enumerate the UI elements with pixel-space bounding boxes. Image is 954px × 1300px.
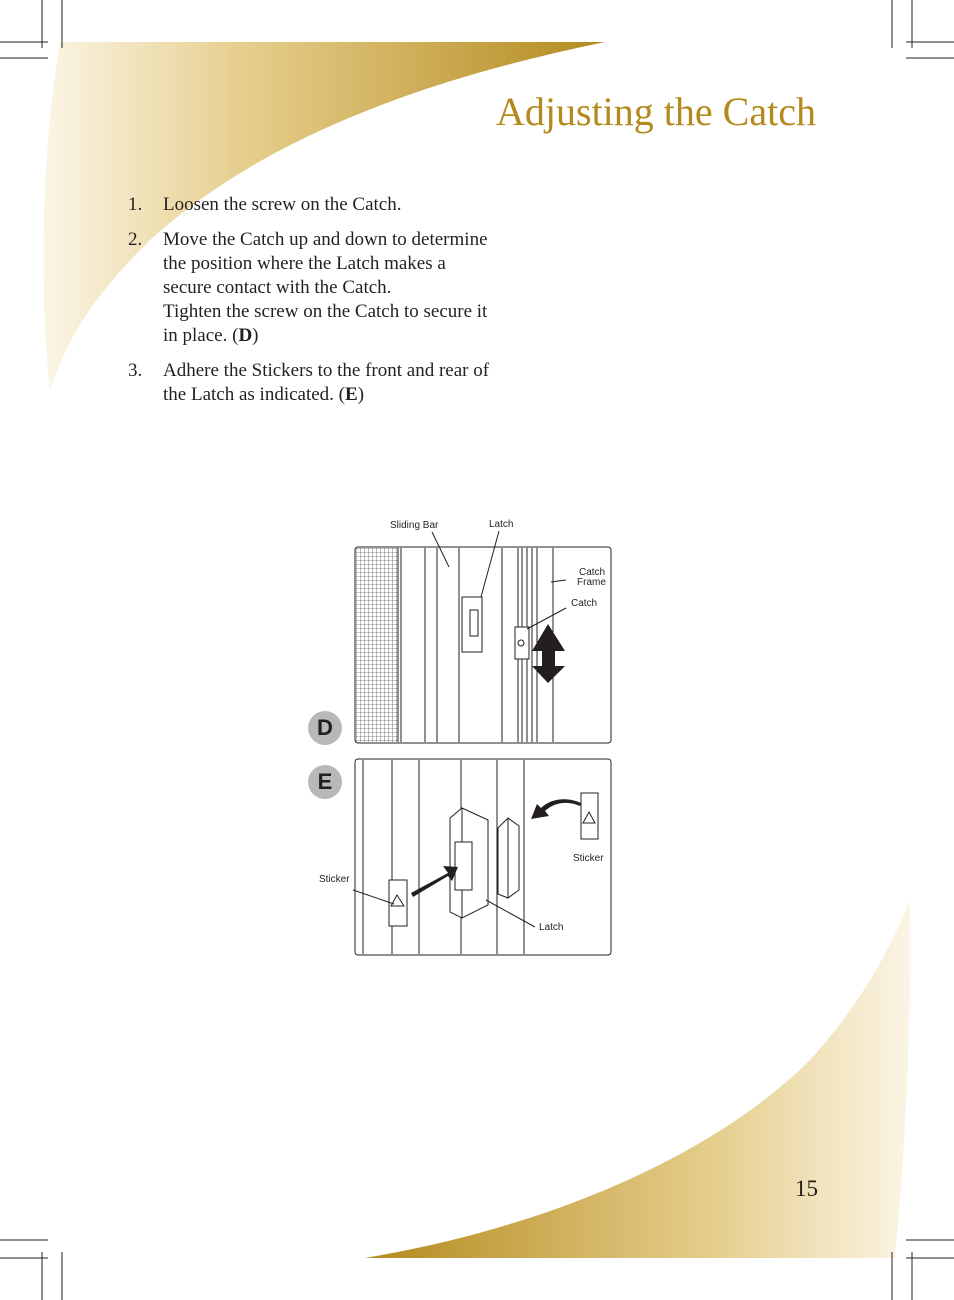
- sticker-arrow-right: [531, 799, 581, 819]
- page-number: 15: [795, 1176, 818, 1201]
- step-number: 3.: [128, 360, 143, 381]
- step-number: 1.: [128, 194, 143, 215]
- step-text: Adhere the Stickers to the front and rear of: [163, 360, 490, 381]
- step-text: in place. (: [163, 325, 239, 346]
- figure-e-badge: E: [308, 765, 342, 799]
- figure-ref: D: [238, 325, 253, 346]
- label-sliding-bar: Sliding Bar: [390, 520, 439, 531]
- page-title: Adjusting the Catch: [496, 89, 816, 134]
- label-sticker-right: Sticker: [573, 853, 604, 864]
- label-catch-frame-2: Frame: [577, 577, 606, 588]
- step-text-end: ): [357, 384, 365, 405]
- label-catch-frame-1: Catch: [579, 567, 606, 578]
- step-number: 2.: [128, 229, 143, 250]
- figure-d-badge: D: [308, 711, 342, 745]
- step-text-end: ): [252, 325, 259, 346]
- step-text: the Latch as indicated. (: [163, 384, 346, 405]
- step-text: the position where the Latch makes a: [163, 253, 446, 274]
- step-text: Tighten the screw on the Catch to secure it: [163, 301, 488, 322]
- step-text: Loosen the screw on the Catch.: [163, 194, 402, 215]
- label-latch: Latch: [489, 519, 514, 530]
- label-catch: Catch: [571, 598, 598, 609]
- label-latch-e: Latch: [539, 922, 564, 933]
- step-text: Move the Catch up and down to determine: [163, 229, 488, 250]
- figure-d-drawing: [355, 531, 611, 743]
- label-sticker-left: Sticker: [319, 874, 350, 885]
- step-text: secure contact with the Catch.: [163, 277, 392, 298]
- figure-ref: E: [345, 384, 358, 405]
